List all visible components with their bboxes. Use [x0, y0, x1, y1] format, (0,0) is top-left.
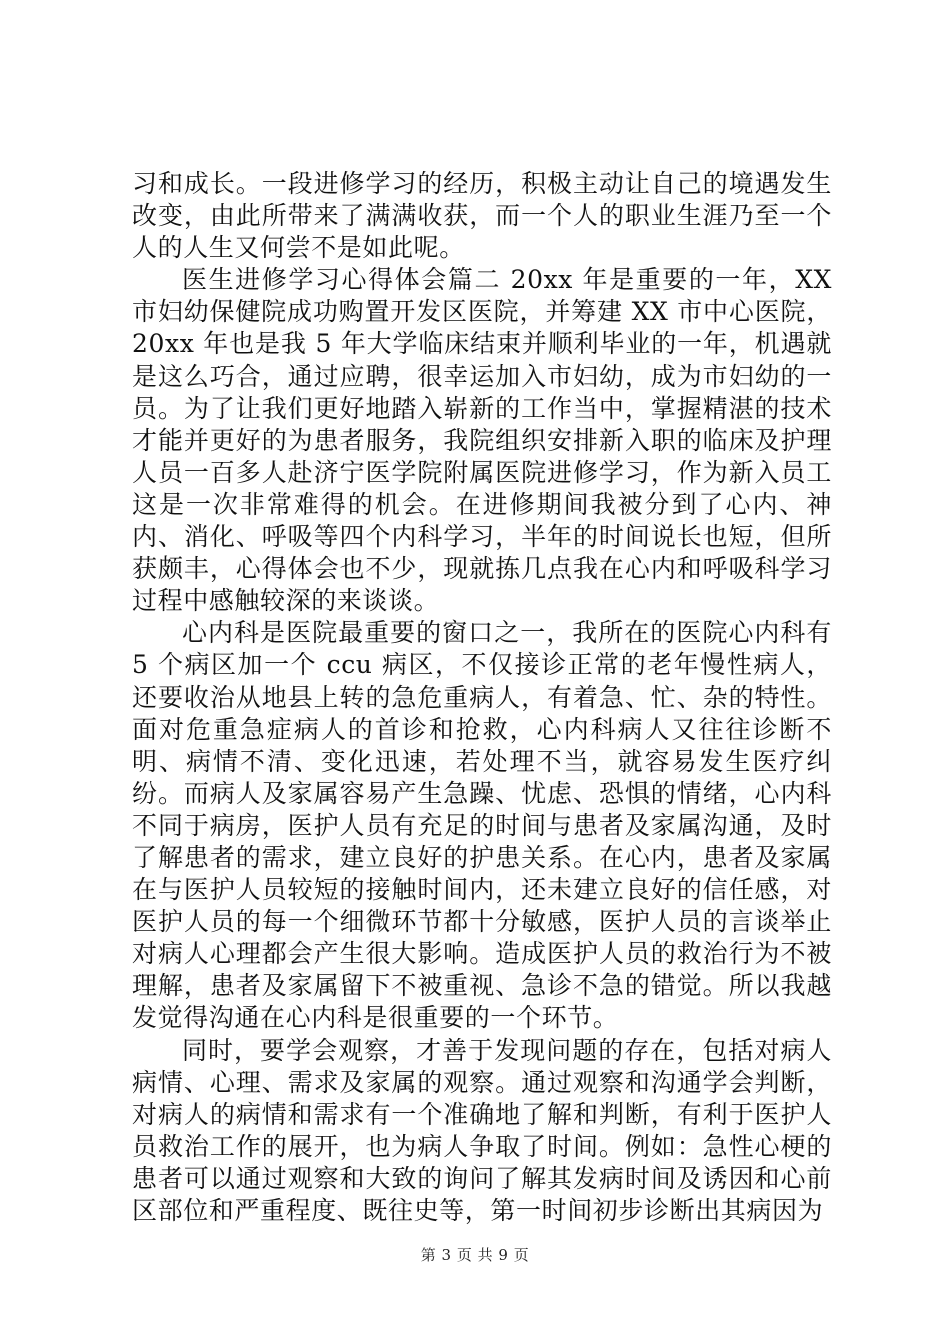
paragraph-3: 心内科是医院最重要的窗口之一，我所在的医院心内科有 5 个病区加一个 ccu 病区，不仅接诊正常的老年慢性病人，还要收治从地县上转的急危重病人，有着急、忙、杂的特性。面对危重急症病人的首诊和抢救，心内科病人又往往诊断不明、病情不清、变化迅速，若处理不当，就容易发生医疗纠纷。而病人及家属容易产生急躁、忧虑、恐惧的情绪，心内科不同于病房，医护人员有充足的时间与患者及家属沟通，及时了解患者的需求，建立良好的护患关系。在心内，患者及家属在与医护人员较短的接触时间内，还未建立良好的信任感，对医护人员的每一个细微环节都十分敏感，医护人员的言谈举止对病人心理都会产生很大影响。造成医护人员的救治行为不被理解，患者及家属留下不被重视、急诊不急的错觉。所以我越发觉得沟通在心内科是很重要的一个环节。 — [132, 618, 832, 1033]
paragraph-1: 习和成长。一段进修学习的经历，积极主动让自己的境遇发生改变，由此所带来了满满收获，而一个人的职业生涯乃至一个人的人生又何尝不是如此呢。 — [132, 169, 832, 263]
page-footer: 第 3 页 共 9 页 — [420, 1246, 530, 1264]
paragraph-2: 医生进修学习心得体会篇二 20xx 年是重要的一年，XX 市妇幼保健院成功购置开发区医院，并筹建 XX 市中心医院，20xx 年也是我 5 年大学临床结束并顺利毕业的一年，机遇就是这么巧合，通过应聘，很幸运加入市妇幼，成为市妇幼的一员。为了让我们更好地踏入崭新的工作当中，掌握精湛的技术才能并更好的为患者服务，我院组织安排新入职的临床及护理人员一百多人赴济宁医学院附属医院进修学习，作为新入员工这是一次非常难得的机会。在进修期间我被分到了心内、神内、消化、呼吸等四个内科学习，半年的时间说长也短，但所获颇丰，心得体会也不少，现就拣几点我在心内和呼吸科学习过程中感触较深的来谈谈。 — [132, 265, 832, 616]
document-body — [132, 168, 832, 1227]
paragraph-4: 同时，要学会观察，才善于发现问题的存在，包括对病人病情、心理、需求及家属的观察。通过观察和沟通学会判断，对病人的病情和需求有一个准确地了解和判断，有利于医护人员救治工作的展开，也为病人争取了时间。例如：急性心梗的患者可以通过观察和大致的询问了解其发病时间及诱因和心前区部位和严重程度、既往史等，第一时间初步诊断出其病因为 — [132, 1035, 832, 1225]
